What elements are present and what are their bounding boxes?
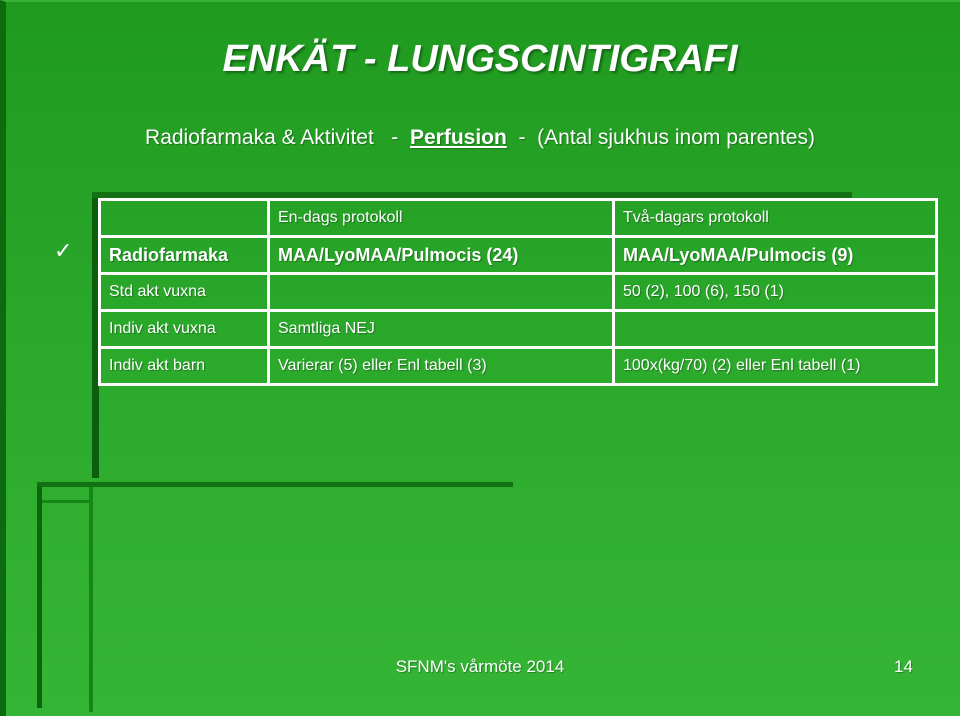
footer-text: SFNM's vårmöte 2014 (395, 657, 565, 676)
table-header-cell: Två-dagars protokoll (614, 200, 937, 237)
table-header-cell: En-dags protokoll (269, 200, 614, 237)
table-row (100, 237, 937, 274)
table-cell: Indiv akt barn (100, 348, 269, 385)
table-cell: Radiofarmaka (100, 237, 269, 274)
subtitle-prefix: Radiofarmaka & Aktivitet - (145, 126, 410, 149)
decor-line-vertical-3 (89, 487, 93, 712)
table-cell: Varierar (5) eller Enl tabell (3) (269, 348, 614, 385)
table-cell (269, 274, 614, 311)
decor-line-horizontal-3 (42, 500, 93, 503)
table-cell: Samtliga NEJ (269, 311, 614, 348)
table-cell: MAA/LyoMAA/Pulmocis (9) (614, 237, 937, 274)
results-table (98, 198, 938, 386)
slide-subtitle (0, 126, 960, 150)
table-cell: MAA/LyoMAA/Pulmocis (24) (269, 237, 614, 274)
table-row (100, 348, 937, 385)
table-cell: 100x(kg/70) (2) eller Enl tabell (1) (614, 348, 937, 385)
table-cell (614, 311, 937, 348)
slide-title: ENKÄT - LUNGSCINTIGRAFI (222, 38, 738, 80)
subtitle-suffix: - (Antal sjukhus inom parentes) (506, 126, 815, 149)
table-row (100, 311, 937, 348)
table-cell: 50 (2), 100 (6), 150 (1) (614, 274, 937, 311)
subtitle-emphasis: Perfusion (409, 126, 507, 149)
table-cell: Indiv akt vuxna (100, 311, 269, 348)
decor-line-horizontal-2 (37, 482, 513, 487)
checkmark-icon: ✓ (54, 238, 73, 263)
page-number: 14 (894, 657, 913, 676)
table-cell: Std akt vuxna (100, 274, 269, 311)
table-header-cell (100, 200, 269, 237)
table-header-row (100, 200, 937, 237)
table-row (100, 274, 937, 311)
